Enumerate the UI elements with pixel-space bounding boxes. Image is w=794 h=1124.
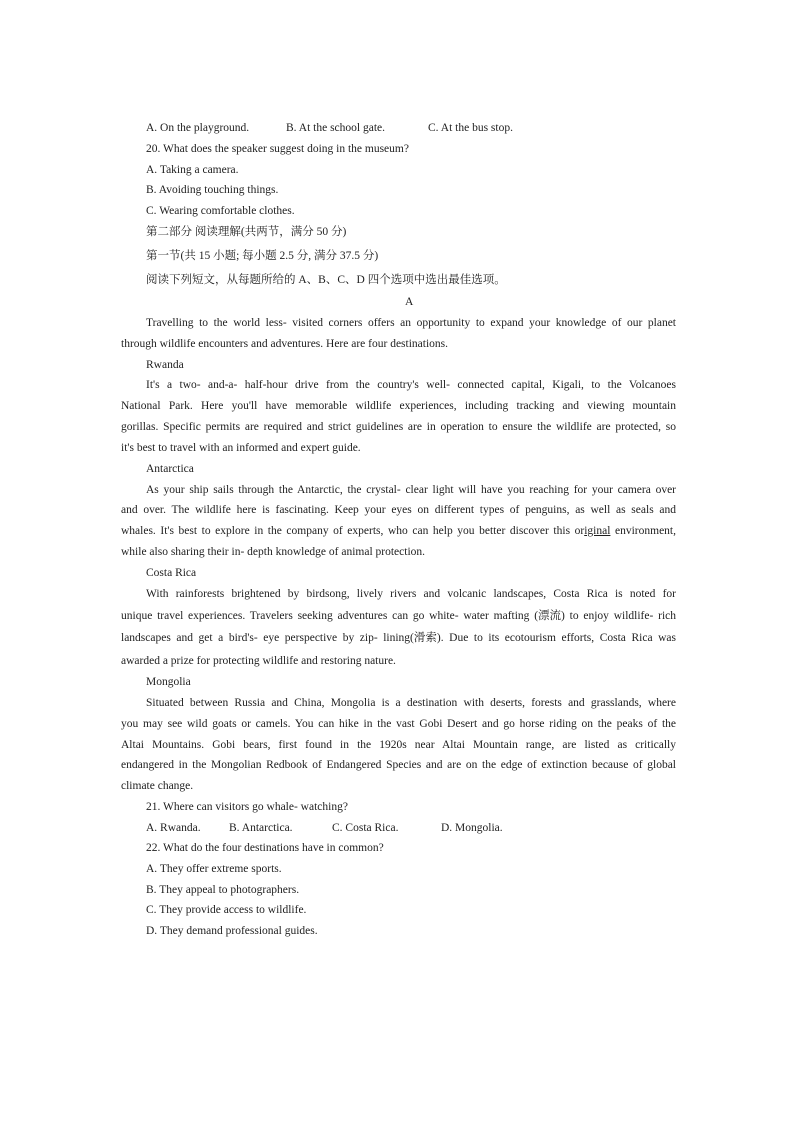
question-19-option-a: A. On the playground. xyxy=(146,122,250,134)
antarctica-paragraph-line: while also sharing their in- depth knowledge of animal protection. xyxy=(121,546,426,558)
antarctica-paragraph-line: As your ship sails through the Antarctic, the crystal- clear light will have you reaching for your camera over xyxy=(146,484,676,496)
question-19-option-c: C. At the bus stop. xyxy=(428,122,513,134)
question-22-option-d: D. They demand professional guides. xyxy=(146,925,318,937)
mongolia-paragraph-line: climate change. xyxy=(121,780,194,792)
rwanda-paragraph-line: National Park. Here you'll have memorable wildlife experiences, including tracking and viewing mountain xyxy=(121,400,676,412)
question-21-stem: 21. Where can visitors go whale- watching? xyxy=(146,801,348,813)
costa-rica-paragraph-line: With rainforests brightened by birdsong, lively rivers and volcanic landscapes, Costa Rica is noted for xyxy=(146,588,676,600)
underlined-word-fragment: iginal xyxy=(584,525,611,537)
question-20-option-a: A. Taking a camera. xyxy=(146,164,239,176)
antarctica-heading: Antarctica xyxy=(146,463,194,475)
rwanda-paragraph-line: it's best to travel with an informed and expert guide. xyxy=(121,442,361,454)
passage-intro-line: through wildlife encounters and adventures. Here are four destinations. xyxy=(121,338,449,350)
question-20-option-b: B. Avoiding touching things. xyxy=(146,184,279,196)
question-22-stem: 22. What do the four destinations have in common? xyxy=(146,842,384,854)
mongolia-heading: Mongolia xyxy=(146,676,191,688)
part-2-title: 第二部分 阅读理解(共两节，满分 50 分) xyxy=(146,226,347,238)
question-20-option-c: C. Wearing comfortable clothes. xyxy=(146,205,295,217)
antarctica-line-text: whales. It's best to explore in the company of experts, who can help you better discover this or xyxy=(121,525,585,537)
question-21-option-d: D. Mongolia. xyxy=(441,822,503,834)
section-1-title: 第一节(共 15 小题; 每小题 2.5 分, 满分 37.5 分) xyxy=(146,250,379,262)
mongolia-paragraph-line: Altai Mountains. Gobi bears, first found in the 1920s near Altai Mountain range, are listed as critically xyxy=(121,739,676,751)
costa-rica-paragraph-line: unique travel experiences. Travelers seeking adventures can go white- water mafting (漂流) to enjoy wildlife- rich xyxy=(121,610,676,622)
question-21-option-b: B. Antarctica. xyxy=(229,822,293,834)
antarctica-line-text: environment, xyxy=(610,525,677,537)
costa-rica-paragraph-line: awarded a prize for protecting wildlife and restoring nature. xyxy=(121,655,396,667)
question-22-option-b: B. They appeal to photographers. xyxy=(146,884,300,896)
mongolia-paragraph-line: you may see wild goats or camels. You can hike in the vast Gobi Desert and go horse riding on the peaks of the xyxy=(121,718,676,730)
rwanda-heading: Rwanda xyxy=(146,359,184,371)
costa-rica-heading: Costa Rica xyxy=(146,567,197,579)
reading-instructions: 阅读下列短文，从每题所给的 A、B、C、D 四个选项中选出最佳选项。 xyxy=(146,274,506,286)
passage-label: A xyxy=(405,296,414,308)
rwanda-paragraph-line: It's a two- and-a- half-hour drive from the country's well- connected capital, Kigali, to the Volcanoes xyxy=(146,379,676,391)
question-21-option-a: A. Rwanda. xyxy=(146,822,201,834)
passage-intro-line: Travelling to the world less- visited corners offers an opportunity to expand your knowledge of our planet xyxy=(146,317,676,329)
costa-rica-paragraph-line: landscapes and get a bird's- eye perspective by zip- lining(滑索). Due to its ecotourism efforts, Costa Rica was xyxy=(121,632,676,644)
antarctica-paragraph-line: and over. The wildlife here is fascinating. Keep your eyes on different types of penguins, as well as seals and xyxy=(121,504,676,516)
mongolia-paragraph-line: endangered in the Mongolian Redbook of Endangered Species and are on the edge of extinction because of global xyxy=(121,759,676,771)
rwanda-paragraph-line: gorillas. Specific permits are required and strict guidelines are in operation to ensure the wildlife are protected, so xyxy=(121,421,676,433)
question-19-option-b: B. At the school gate. xyxy=(286,122,386,134)
antarctica-paragraph-line xyxy=(121,523,676,539)
question-22-option-c: C. They provide access to wildlife. xyxy=(146,904,307,916)
question-20-stem: 20. What does the speaker suggest doing in the museum? xyxy=(146,143,409,155)
mongolia-paragraph-line: Situated between Russia and China, Mongolia is a destination with deserts, forests and grasslands, where xyxy=(146,697,676,709)
question-22-option-a: A. They offer extreme sports. xyxy=(146,863,282,875)
question-21-option-c: C. Costa Rica. xyxy=(332,822,399,834)
